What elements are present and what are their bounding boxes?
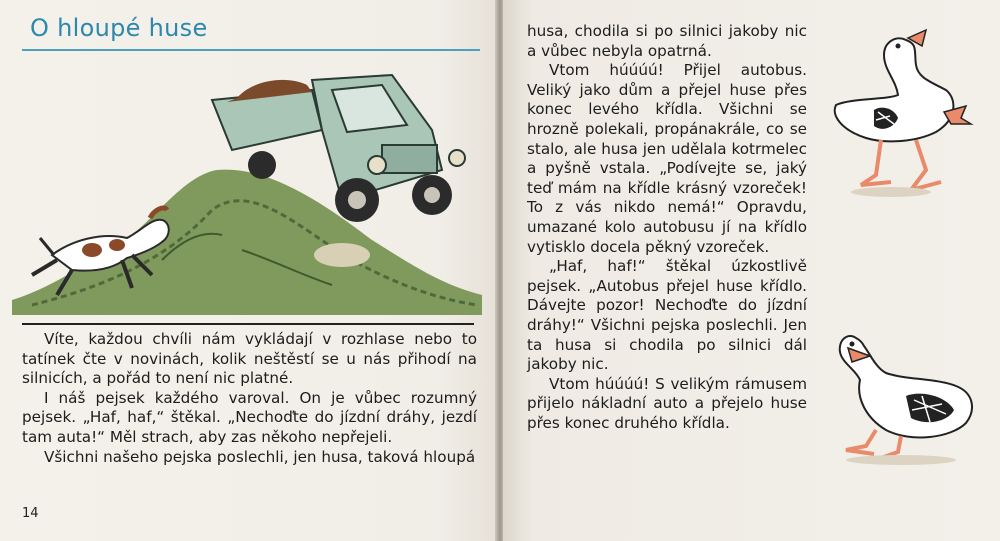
paragraph: Víte, každou chvíli nám vykládají v rozhlase nebo to tatínek čte v novinách, kolik neštěstí se u nás přihodí na silnicích, a pořád to není nic platné. — [22, 330, 477, 388]
paragraph: Všichni našeho pejska poslechli, jen husa, taková hloupá — [44, 447, 476, 466]
paragraph: husa, chodila si po silnici jakoby nic a vůbec nebyla opatrná. — [527, 22, 807, 60]
goose-icon — [826, 20, 986, 200]
truck-and-dog-illustration — [12, 60, 482, 315]
left-text-block — [22, 330, 477, 467]
paragraph: „Haf, haf!“ štěkal úzkostlivě pejsek. „Autobus přejel huse křídlo. Dávejte pozor! Nechoďte do jízdní dráhy!“ Všichni pejska poslechli. Jen ta husa si chodila po silnici dál jakoby nic. — [527, 257, 807, 374]
title-underline — [22, 49, 480, 51]
goose-icon — [826, 318, 986, 468]
paragraph: Vtom húúúú! S velikým rámusem přijelo nákladní auto a přejelo huse přes konec druhého křídla. — [527, 374, 807, 432]
page-title: O hloupé huse — [30, 14, 208, 42]
paragraph: Vtom húúúú! Přijel autobus. Veliký jako dům a přejel huse přes konec levého křídla. Všichni se hrozně polekali, propánakrále, co se stalo, ale husa jen udělala kotrmelec a pyšně vstala. „Podívejte se, jaký teď mám na křídle krásný vzoreček! To z vás nikdo nemá!“ Opravdu, umazané kolo autobusu jí na křídlo vytisklo docela pěkný vzoreček. — [527, 61, 807, 256]
page-number: 14 — [22, 506, 39, 521]
left-page — [0, 0, 497, 541]
text-divider — [22, 323, 474, 325]
paragraph: I náš pejsek každého varoval. On je vůbec rozumný pejsek. „Haf, haf,“ štěkal. „Nechoďte do jízdní dráhy, jezdí tam auta!“ Měl strach, aby zas někoho nepřejeli. — [22, 388, 477, 446]
right-text-block — [527, 22, 807, 433]
